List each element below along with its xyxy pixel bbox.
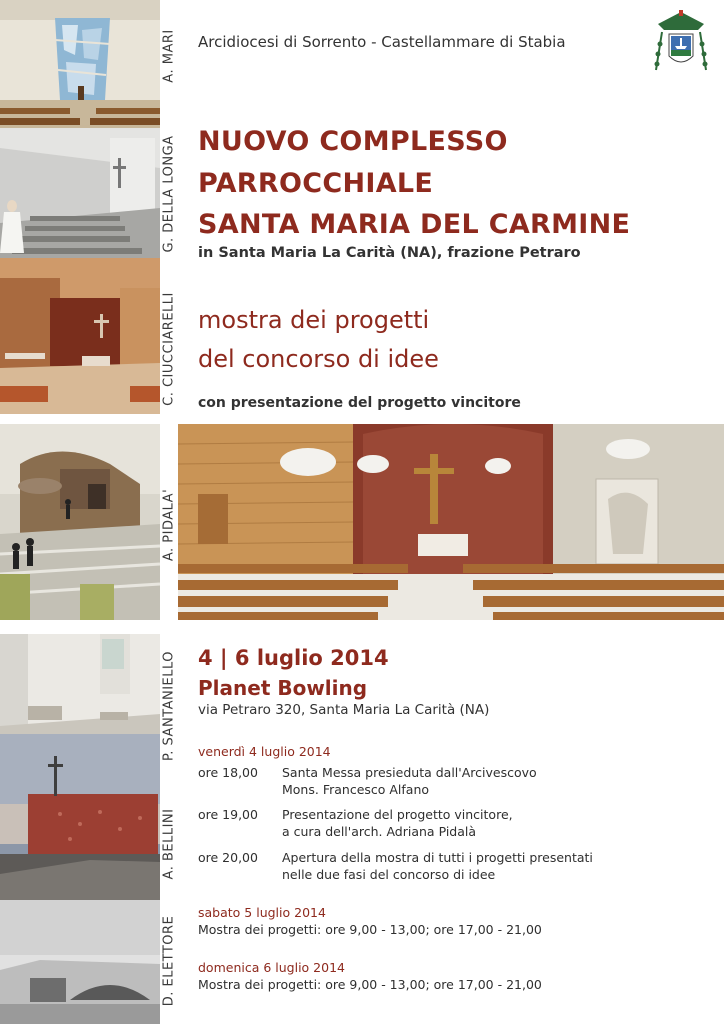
program-time: ore 19,00	[198, 807, 258, 822]
day-heading-sunday: domenica 6 luglio 2014	[198, 960, 345, 975]
event-dates: 4 | 6 luglio 2014	[198, 646, 389, 670]
render-elettore	[0, 900, 160, 1024]
architect-label-santaniello: P. SANTANIELLO	[161, 650, 177, 762]
architect-label-bellini: A. BELLINI	[161, 808, 177, 880]
coat-of-arms-icon	[652, 10, 710, 76]
exhibition-line-1: mostra dei progetti	[198, 306, 430, 334]
program-time: ore 18,00	[198, 765, 258, 780]
render-della-longa	[0, 128, 160, 258]
program-desc-line2: nelle due fasi del concorso di idee	[282, 867, 496, 882]
render-santaniello	[0, 634, 160, 734]
organization-name: Arcidiocesi di Sorrento - Castellammare di Stabia	[198, 33, 566, 51]
program-desc-line1: Presentazione del progetto vincitore,	[282, 807, 513, 822]
program-desc-line1: Apertura della mostra di tutti i progetti presentati	[282, 850, 593, 865]
event-address: via Petraro 320, Santa Maria La Carità (NA)	[198, 702, 490, 718]
subtitle: in Santa Maria La Carità (NA), frazione Petraro	[198, 245, 581, 261]
program-desc-line2: a cura dell'arch. Adriana Pidalà	[282, 824, 477, 839]
architect-label-pidala: A. PIDALA'	[161, 488, 177, 562]
title-line-1: NUOVO COMPLESSO	[198, 126, 508, 157]
program-time: ore 20,00	[198, 850, 258, 865]
architect-label-elettore: D. ELETTORE	[161, 915, 177, 1007]
exhibition-line-2: del concorso di idee	[198, 345, 439, 373]
title-line-3: SANTA MARIA DEL CARMINE	[198, 209, 631, 240]
sunday-hours: Mostra dei progetti: ore 9,00 - 13,00; ore 17,00 - 21,00	[198, 977, 542, 992]
presentation-note: con presentazione del progetto vincitore	[198, 395, 521, 411]
render-pidala-exterior	[0, 424, 160, 620]
title-line-2: PARROCCHIALE	[198, 168, 434, 199]
event-venue: Planet Bowling	[198, 676, 368, 700]
day-heading-friday: venerdì 4 luglio 2014	[198, 744, 331, 759]
render-bellini	[0, 734, 160, 900]
render-mari	[0, 0, 160, 128]
program-desc-line2: Mons. Francesco Alfano	[282, 782, 430, 797]
program-desc-line1: Santa Messa presieduta dall'Arcivescovo	[282, 765, 537, 780]
render-pidala-interior	[178, 424, 724, 620]
architect-label-ciucciarelli: C. CIUCCIARELLI	[161, 292, 177, 406]
day-heading-saturday: sabato 5 luglio 2014	[198, 905, 326, 920]
saturday-hours: Mostra dei progetti: ore 9,00 - 13,00; ore 17,00 - 21,00	[198, 922, 542, 937]
architect-label-della-longa: G. DELLA LONGA	[161, 135, 177, 253]
render-ciucciarelli	[0, 258, 160, 414]
architect-label-mari: A. MARI	[161, 29, 177, 83]
